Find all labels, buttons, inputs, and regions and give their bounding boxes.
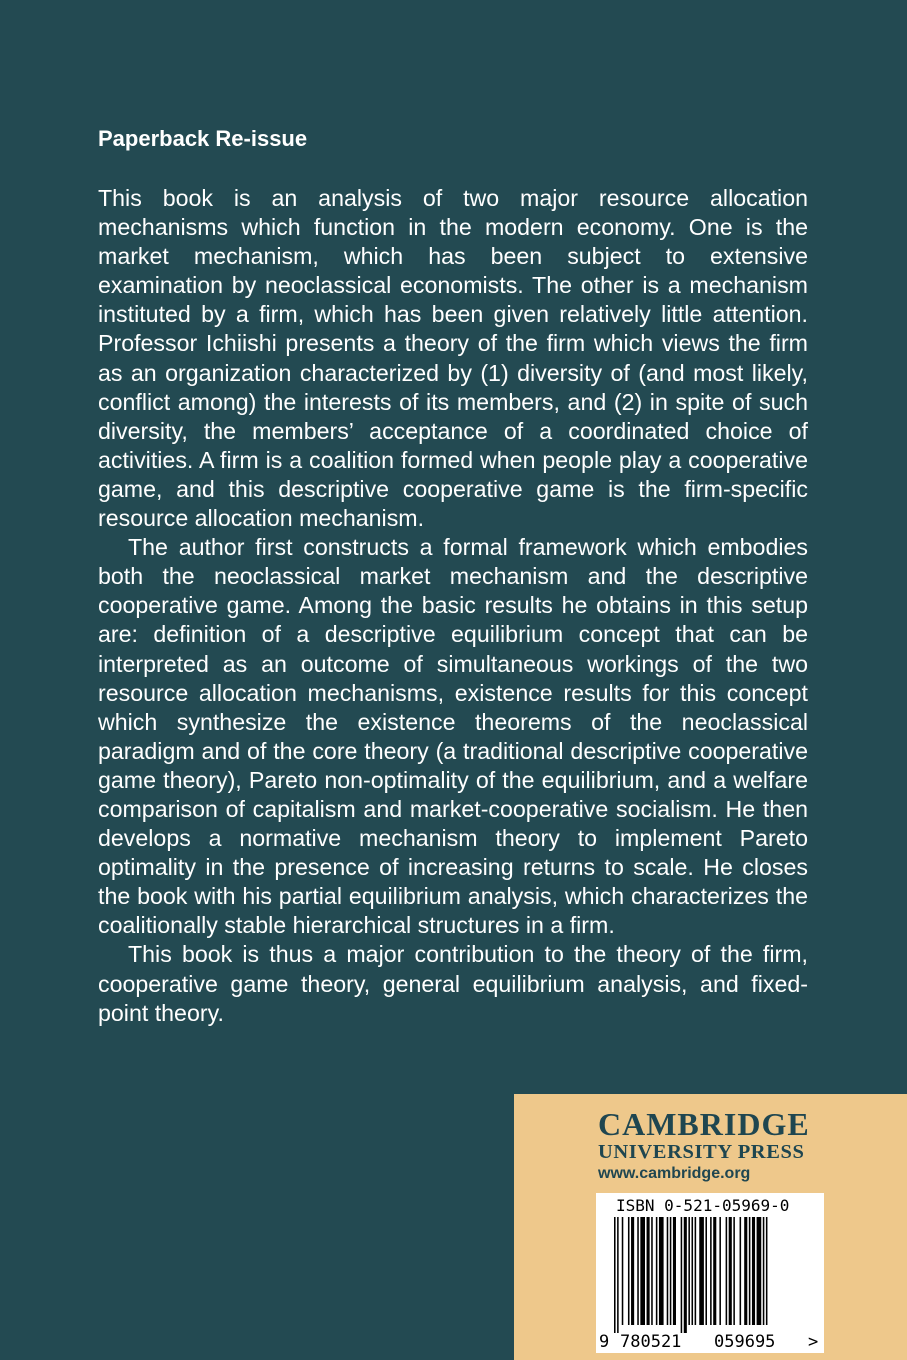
barcode-bar: [637, 1217, 639, 1325]
barcode-bar: [617, 1217, 619, 1333]
publisher-website: www.cambridge.org: [598, 1165, 751, 1182]
edition-label: Paperback Re-issue: [98, 126, 308, 151]
barcode-bar: [719, 1217, 721, 1325]
barcode-bar: [729, 1217, 732, 1325]
barcode-bar: [733, 1217, 735, 1325]
barcode-digits-right: 059695: [714, 1332, 776, 1352]
barcode-bar: [744, 1217, 747, 1325]
barcode-bar: [757, 1217, 762, 1325]
barcode-bar: [631, 1217, 634, 1325]
barcode-bar: [692, 1217, 694, 1325]
publisher-name: CAMBRIDGE: [598, 1106, 810, 1142]
blurb-paragraph: The author first constructs a formal framework which embodies both the neoclassical market mechanism and the descriptive cooperative game. Among the basic results he obtains in this setup are: definition of a descriptive equilibrium concept that can be interpreted as an outcome of simultaneous workings of the two resource allocation mechanisms, existence results for this concept which synthesize the existence theorems of the neoclassical paradigm and of the core theory (a traditional descriptive cooperative game theory), Pareto non-optimality of the equilibrium, and a welfare comparison of capitalism and market-cooperative socialism. He then develops a normative mechanism theory to implement Pareto optimality in the presence of increasing returns to scale. He closes the book with his partial equilibrium analysis, which characterizes the coalitionally stable hierarchical structures in a firm.: [98, 534, 808, 939]
barcode-bar: [647, 1217, 650, 1325]
barcode-lead-digit: 9: [599, 1332, 610, 1352]
barcode-bar: [656, 1217, 658, 1325]
barcode-bars: [614, 1217, 767, 1333]
barcode-bar: [684, 1217, 687, 1333]
barcode-graphic: [596, 1193, 824, 1353]
barcode-bar: [614, 1217, 616, 1333]
barcode-bar: [688, 1217, 690, 1325]
barcode-bar: [628, 1217, 630, 1325]
isbn-label: ISBN 0-521-05969-0: [616, 1196, 790, 1215]
back-cover-blurb: [98, 184, 808, 1028]
barcode-bar: [622, 1217, 624, 1325]
barcode-bar: [695, 1217, 697, 1325]
barcode-bar: [752, 1217, 755, 1325]
barcode-bar: [749, 1217, 751, 1325]
barcode-bar: [699, 1217, 704, 1325]
barcode-bar: [726, 1217, 728, 1325]
barcode-bar: [740, 1217, 742, 1325]
barcode-bar: [681, 1217, 683, 1333]
barcode-bar: [667, 1217, 669, 1325]
blurb-paragraph: This book is an analysis of two major resource allocation mechanisms which function in the modern economy. One is the market mechanism, which has been subject to extensive examination by neoclassical economists. The other is a mechanism instituted by a firm, which has been given relatively little attention. Professor Ichiishi presents a theory of the firm which views the firm as an organization characterized by (1) diversity of (and most likely, conflict among) the interests of its members, and (2) in spite of such diversity, the members’ acceptance of a coordinated choice of activities. A firm is a coalition formed when people play a cooperative game, and this descriptive cooperative game is the firm-specific resource allocation mechanism.: [98, 185, 808, 532]
barcode-bar: [705, 1217, 707, 1325]
isbn-barcode: [596, 1193, 824, 1353]
barcode-bar: [651, 1217, 653, 1325]
barcode-bar: [659, 1217, 664, 1325]
publisher-panel: [514, 1094, 907, 1360]
barcode-bar: [766, 1217, 768, 1325]
blurb-paragraph: This book is thus a major contribution to the theory of the firm, cooperative game theory, general equilibrium analysis, and fixed-point theory.: [98, 941, 808, 1026]
publisher-press: UNIVERSITY PRESS: [598, 1141, 805, 1163]
barcode-digits-left: 780521: [620, 1332, 682, 1352]
barcode-bar: [710, 1217, 712, 1325]
barcode-quiet-zone-marker: >: [808, 1332, 819, 1352]
barcode-bar: [640, 1217, 645, 1325]
barcode-bar: [713, 1217, 716, 1325]
barcode-bar: [763, 1217, 765, 1325]
barcode-bar: [670, 1217, 672, 1325]
barcode-bar: [673, 1217, 676, 1325]
